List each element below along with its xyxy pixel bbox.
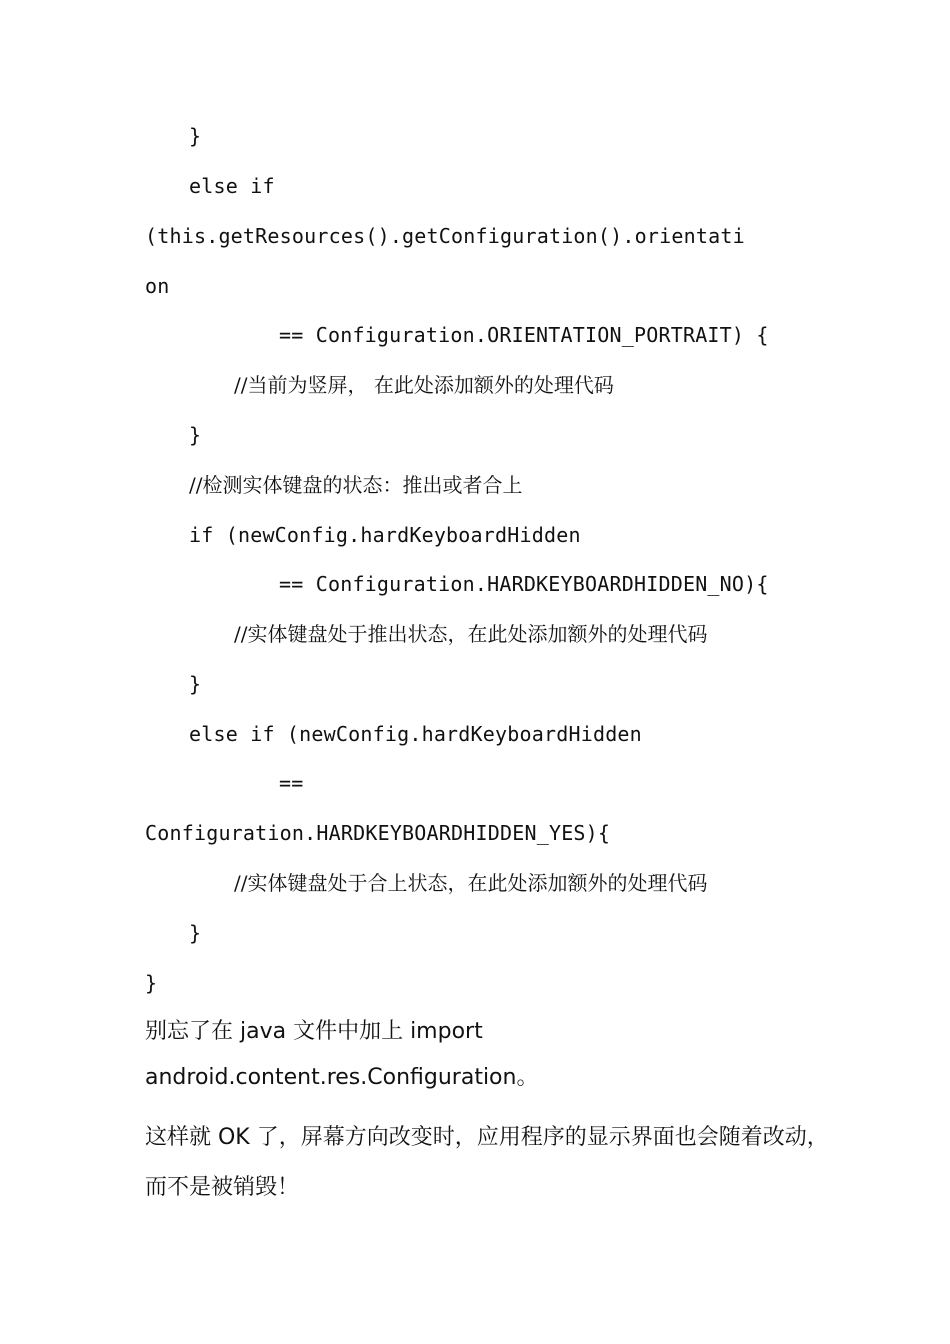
code-line: if (newConfig.hardKeyboardHidden	[189, 523, 581, 547]
code-comment: //检测实体键盘的状态：推出或者合上	[189, 473, 523, 497]
code-line: == Configuration.ORIENTATION_PORTRAIT) {	[279, 323, 769, 347]
code-line: }	[189, 921, 202, 945]
code-line: (this.getResources().getConfiguration().orientati	[145, 224, 745, 248]
code-line: on	[145, 274, 170, 298]
prose-line: 这样就 OK 了，屏幕方向改变时，应用程序的显示界面也会随着改动，	[145, 1125, 829, 1150]
code-comment: //实体键盘处于合上状态，在此处添加额外的处理代码	[234, 871, 708, 895]
code-line: == Configuration.HARDKEYBOARDHIDDEN_NO){	[279, 572, 769, 596]
code-line: }	[189, 423, 202, 447]
code-comment: //当前为竖屏， 在此处添加额外的处理代码	[234, 373, 614, 397]
code-line: ==	[279, 771, 304, 795]
prose-line: 别忘了在 java 文件中加上 import	[145, 1019, 483, 1044]
prose-line: android.content.res.Configuration。	[145, 1065, 539, 1090]
code-line: else if	[189, 174, 275, 198]
code-line: }	[189, 124, 202, 148]
code-line: }	[145, 971, 158, 995]
code-comment: //实体键盘处于推出状态，在此处添加额外的处理代码	[234, 622, 708, 646]
code-line: }	[189, 672, 202, 696]
prose-line: 而不是被销毁！	[145, 1175, 300, 1200]
code-line: else if (newConfig.hardKeyboardHidden	[189, 722, 642, 746]
code-line: Configuration.HARDKEYBOARDHIDDEN_YES){	[145, 821, 611, 845]
